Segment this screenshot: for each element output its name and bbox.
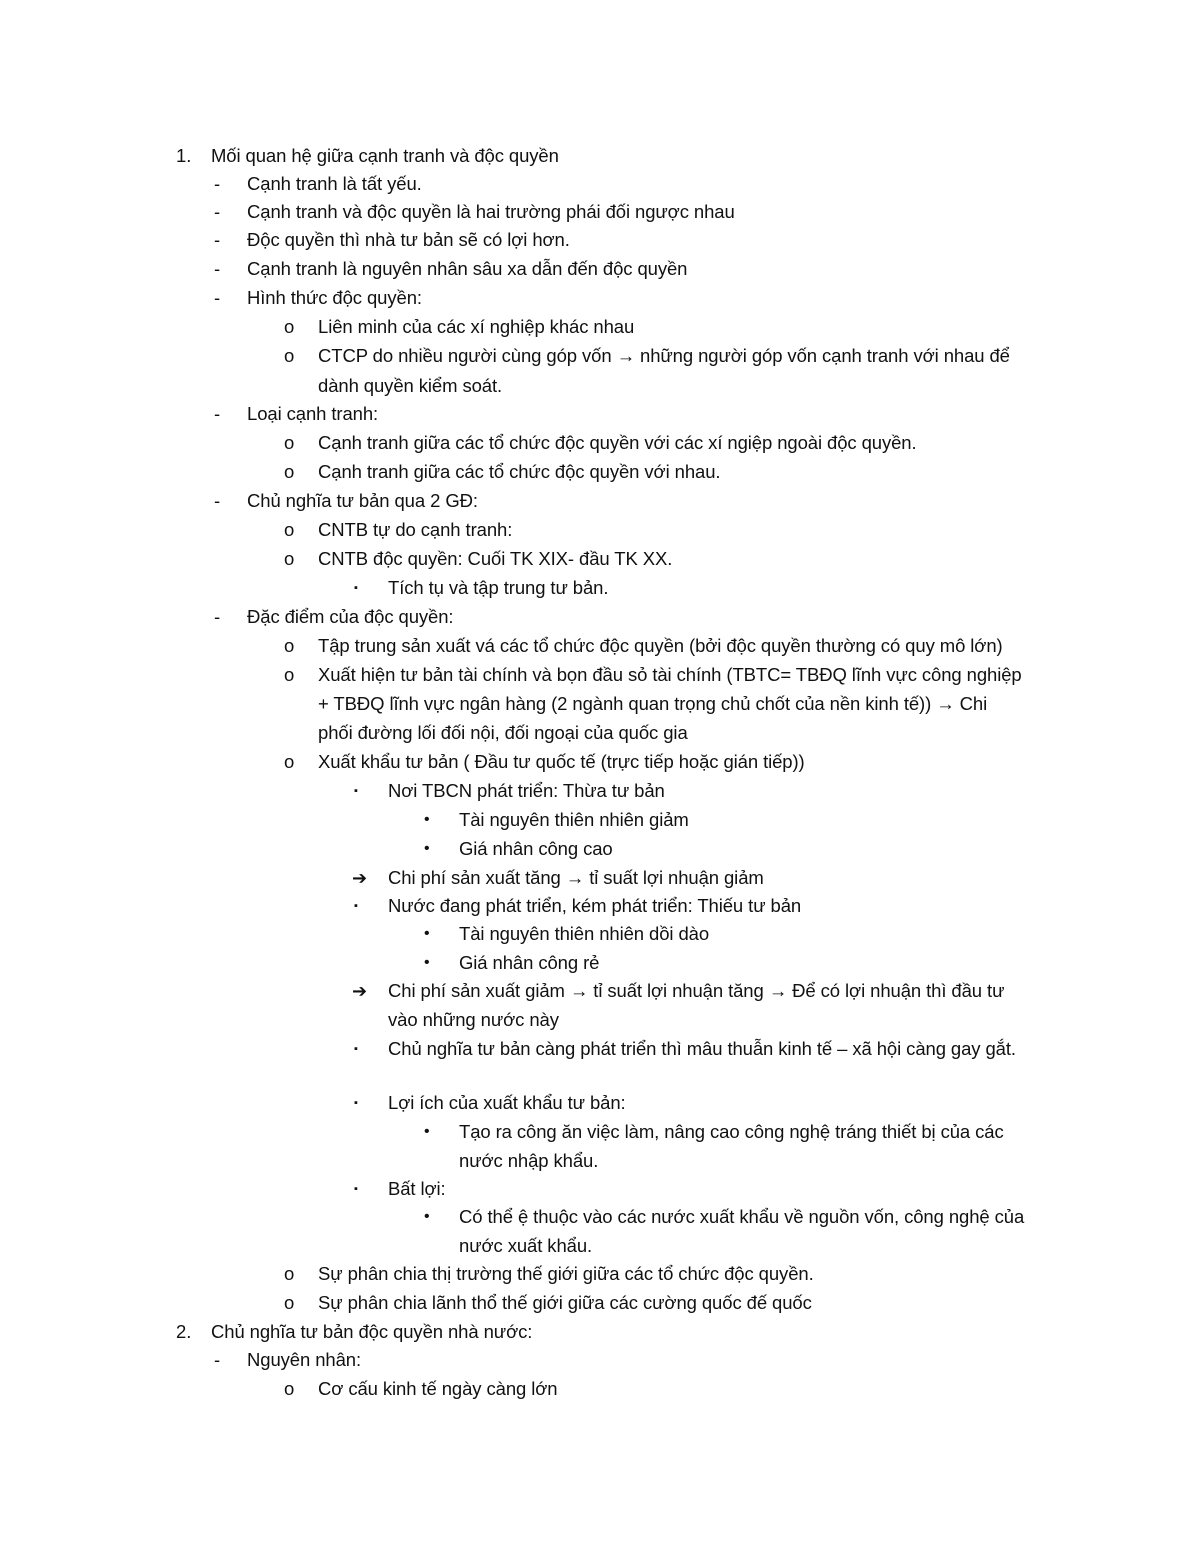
list-item: Tích tụ và tập trung tư bản. <box>388 577 609 598</box>
list-item: Xuất khẩu tư bản ( Đầu tư quốc tế (trực tiếp hoặc gián tiếp)) <box>318 751 805 772</box>
list-dash: - <box>214 287 221 308</box>
list-circle: o <box>284 1378 295 1399</box>
list-item: Tài nguyên thiên nhiên dồi dào <box>459 923 710 944</box>
list-item: Chi phí sản xuất giảm → tỉ suất lợi nhuận tăng → Để có lợi nhuận thì đầu tư <box>388 980 1005 1001</box>
arrow-right-icon: ➔ <box>352 981 368 1001</box>
list-item: Sự phân chia lãnh thổ thế giới giữa các cường quốc đế quốc <box>318 1292 812 1313</box>
list-item-continuation: phối đường lối đối nội, đối ngoại của quốc gia <box>318 722 688 743</box>
list-circle: o <box>284 345 295 366</box>
list-dash: - <box>214 229 221 250</box>
list-item: Cạnh tranh giữa các tổ chức độc quyền với các xí ngiệp ngoài độc quyền. <box>318 432 917 453</box>
list-item: Đặc điểm của độc quyền: <box>247 606 454 627</box>
list-bullet: • <box>424 1208 430 1225</box>
list-item: Độc quyền thì nhà tư bản sẽ có lợi hơn. <box>247 229 570 250</box>
list-circle: o <box>284 548 295 569</box>
list-item: Liên minh của các xí nghiệp khác nhau <box>318 316 635 337</box>
list-square: ▪ <box>354 900 358 912</box>
list-square: ▪ <box>354 1043 358 1055</box>
list-circle: o <box>284 1263 295 1284</box>
list-item: CTCP do nhiều người cùng góp vốn → những người góp vốn cạnh tranh với nhau để <box>318 345 1010 366</box>
list-item: Nơi TBCN phát triển: Thừa tư bản <box>388 780 665 801</box>
list-square: ▪ <box>354 785 358 797</box>
arrow-right-icon: ➔ <box>352 868 368 888</box>
list-item-continuation: + TBĐQ lĩnh vực ngân hàng (2 ngành quan trọng chủ chốt của nền kinh tế)) → Chi <box>318 693 988 714</box>
list-number: 2. <box>176 1321 192 1342</box>
list-item: Bất lợi: <box>388 1178 446 1199</box>
list-item: Lợi ích của xuất khẩu tư bản: <box>388 1092 626 1113</box>
list-item: CNTB tự do cạnh tranh: <box>318 519 513 540</box>
list-bullet: • <box>424 1123 430 1140</box>
list-dash: - <box>214 403 221 424</box>
list-item: Giá nhân công cao <box>459 838 613 859</box>
list-item: CNTB độc quyền: Cuối TK XIX- đầu TK XX. <box>318 548 673 569</box>
list-item: Cạnh tranh là tất yếu. <box>247 173 422 194</box>
list-circle: o <box>284 461 295 482</box>
list-item: Sự phân chia thị trường thế giới giữa các tổ chức độc quyền. <box>318 1263 814 1284</box>
list-item: Xuất hiện tư bản tài chính và bọn đầu sỏ tài chính (TBTC= TBĐQ lĩnh vực công nghiệp <box>318 664 1022 685</box>
list-dash: - <box>214 173 221 194</box>
list-circle: o <box>284 635 295 656</box>
list-item: Có thể ệ thuộc vào các nước xuất khẩu về nguồn vốn, công nghệ của <box>459 1206 1025 1227</box>
list-item: Tạo ra công ăn việc làm, nâng cao công nghệ tráng thiết bị của các <box>459 1121 1004 1142</box>
list-circle: o <box>284 432 295 453</box>
list-item: Giá nhân công rẻ <box>459 952 600 973</box>
list-item: Chủ nghĩa tư bản qua 2 GĐ: <box>247 490 478 511</box>
list-item: Tập trung sản xuất vá các tổ chức độc quyền (bởi độc quyền thường có quy mô lớn) <box>318 635 1003 656</box>
list-dash: - <box>214 606 221 627</box>
list-item-continuation: vào những nước này <box>388 1009 559 1030</box>
list-dash: - <box>214 490 221 511</box>
list-item: Chủ nghĩa tư bản càng phát triển thì mâu thuẫn kinh tế – xã hội càng gay gắt. <box>388 1038 1016 1059</box>
list-bullet: • <box>424 840 430 857</box>
list-circle: o <box>284 664 295 685</box>
list-item: Cạnh tranh và độc quyền là hai trường phái đối ngược nhau <box>247 201 735 222</box>
list-item-continuation: dành quyền kiểm soát. <box>318 375 503 396</box>
list-item: Hình thức độc quyền: <box>247 287 422 308</box>
list-item: Chi phí sản xuất tăng → tỉ suất lợi nhuận giảm <box>388 867 764 888</box>
list-dash: - <box>214 1349 221 1370</box>
list-item-continuation: nước nhập khẩu. <box>459 1150 599 1171</box>
list-item: Nguyên nhân: <box>247 1349 362 1370</box>
list-item: Cạnh tranh là nguyên nhân sâu xa dẫn đến độc quyền <box>247 258 688 279</box>
list-item: Nước đang phát triển, kém phát triển: Thiếu tư bản <box>388 895 802 916</box>
heading-section-1: Mối quan hệ giữa cạnh tranh và độc quyền <box>211 145 559 166</box>
list-bullet: • <box>424 954 430 971</box>
list-item: Cạnh tranh giữa các tổ chức độc quyền với nhau. <box>318 461 721 482</box>
list-item: Cơ cấu kinh tế ngày càng lớn <box>318 1378 558 1399</box>
list-circle: o <box>284 519 295 540</box>
list-circle: o <box>284 751 295 772</box>
list-bullet: • <box>424 811 430 828</box>
list-square: ▪ <box>354 1097 358 1109</box>
heading-section-2: Chủ nghĩa tư bản độc quyền nhà nước: <box>211 1321 533 1342</box>
list-item-continuation: nước xuất khẩu. <box>459 1235 593 1256</box>
list-bullet: • <box>424 925 430 942</box>
list-dash: - <box>214 258 221 279</box>
list-dash: - <box>214 201 221 222</box>
list-number: 1. <box>176 145 192 166</box>
list-item: Tài nguyên thiên nhiên giảm <box>459 809 689 830</box>
list-item: Loại cạnh tranh: <box>247 403 379 424</box>
list-square: ▪ <box>354 1183 358 1195</box>
list-circle: o <box>284 316 295 337</box>
list-circle: o <box>284 1292 295 1313</box>
list-square: ▪ <box>354 582 358 594</box>
